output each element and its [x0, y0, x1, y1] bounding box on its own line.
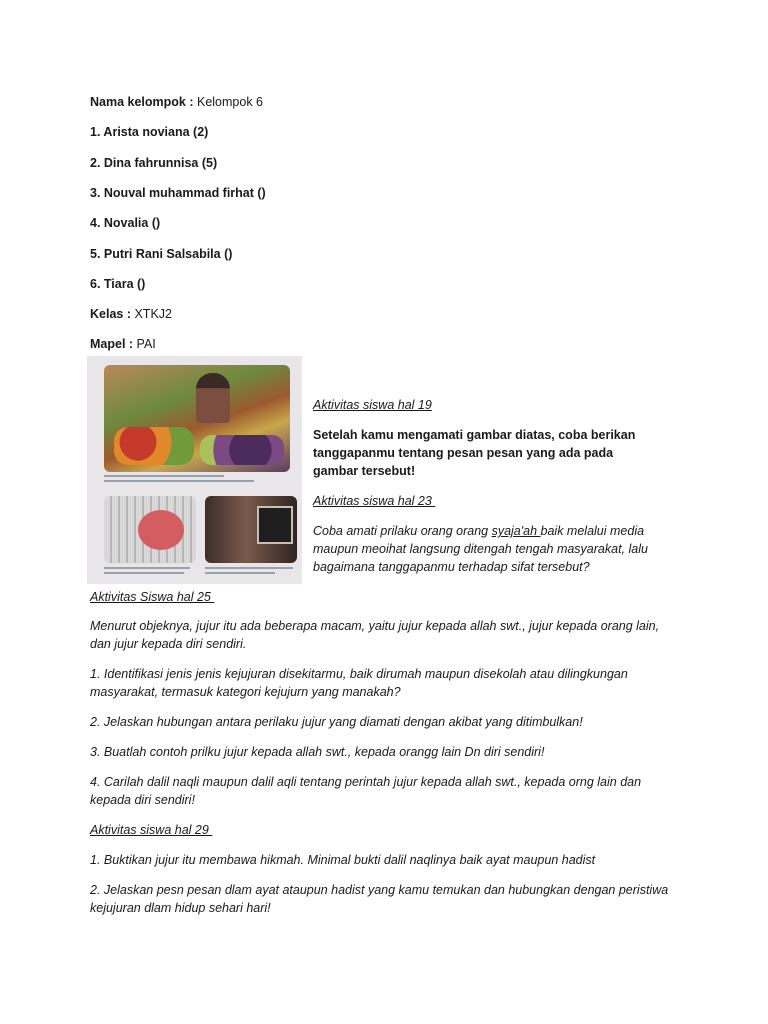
vegetables [114, 427, 194, 465]
caption-line [205, 572, 275, 574]
activity-29-heading: Aktivitas siswa hal 29 [90, 823, 213, 837]
class-line [90, 305, 172, 323]
activity-25-item-1: 1. Identifikasi jenis jenis kejujuran disekitarmu, baik dirumah maupun disekolah atau dilingkungan masyarakat, termasuk kategori kejujurn yang manakah? [90, 667, 628, 699]
caption-line [104, 480, 254, 482]
building-logo-image [104, 496, 196, 563]
activity-25-item-2: 2. Jelaskan hubungan antara perilaku jujur yang diamati dengan akibat yang ditimbulkan! [90, 715, 583, 729]
board [257, 506, 293, 544]
group-label: Nama kelompok : [90, 95, 194, 109]
activity-29-item-2: 2. Jelaskan pesn pesan dlam ayat ataupun hadist yang kamu temukan dan hubungkan dengan peristiwa kejujuran dlam hidup sehari hari! [90, 883, 669, 915]
vendor-figure [196, 373, 230, 423]
eggplants [200, 435, 284, 465]
member-5: 5. Putri Rani Salsabila () [90, 247, 233, 261]
activity-23-underlined-word: syaja'ah [491, 524, 541, 538]
group-line [90, 93, 263, 111]
member-2: 2. Dina fahrunnisa (5) [90, 156, 218, 170]
group-value: Kelompok 6 [193, 95, 263, 109]
activity-19-text: Setelah kamu mengamati gambar diatas, coba berikan tanggapanmu tentang pesan pesan yang ada pada gambar tersebut! [313, 428, 636, 478]
caption-line [104, 572, 184, 574]
class-value: XTKJ2 [131, 307, 172, 321]
activity-25-intro: Menurut objeknya, jujur itu ada beberapa macam, yaitu jujur kepada allah swt., jujur kepada orang lain, dan jujur kepada diri sendiri. [90, 619, 660, 651]
activity-23-text-after: baik melalui media maupun meoihat langsung ditengah tengah masyarakat, lalu bagaimana tanggapanmu terhadap sifat tersebut? [313, 524, 648, 574]
courtroom-image [205, 496, 297, 563]
activity-29-item-1: 1. Buktikan jujur itu membawa hikmah. Minimal bukti dalil naqlinya baik ayat maupun hadist [90, 853, 596, 867]
subject-label: Mapel : [90, 337, 134, 351]
caption-line [104, 475, 224, 477]
activity-25-item-4: 4. Carilah dalil naqli maupun dalil aqli tentang perintah jujur kepada allah swt., kepada orng lain dan kepada diri sendiri! [90, 775, 642, 807]
activity-25-heading: Aktivitas Siswa hal 25 [90, 590, 215, 604]
member-1: 1. Arista noviana (2) [90, 125, 209, 139]
activity-25-item-3: 3. Buatlah contoh prilku jujur kepada allah swt., kepada orangg lain Dn diri sendiri! [90, 745, 545, 759]
activity-23-heading: Aktivitas siswa hal 23 [313, 494, 436, 508]
subject-value: PAI [133, 337, 156, 351]
member-6: 6. Tiara () [90, 277, 146, 291]
subject-line [90, 335, 156, 353]
activity-19-heading: Aktivitas siswa hal 19 [313, 398, 432, 412]
textbook-photo [87, 356, 302, 584]
class-label: Kelas : [90, 307, 131, 321]
activity-23-text-before: Coba amati prilaku orang orang [313, 524, 492, 538]
logo-sign [138, 510, 184, 550]
caption-line [205, 567, 293, 569]
market-stall-image [104, 365, 290, 472]
caption-line [104, 567, 190, 569]
member-4: 4. Novalia () [90, 216, 161, 230]
activity-23-text [313, 522, 653, 576]
member-3: 3. Nouval muhammad firhat () [90, 186, 266, 200]
